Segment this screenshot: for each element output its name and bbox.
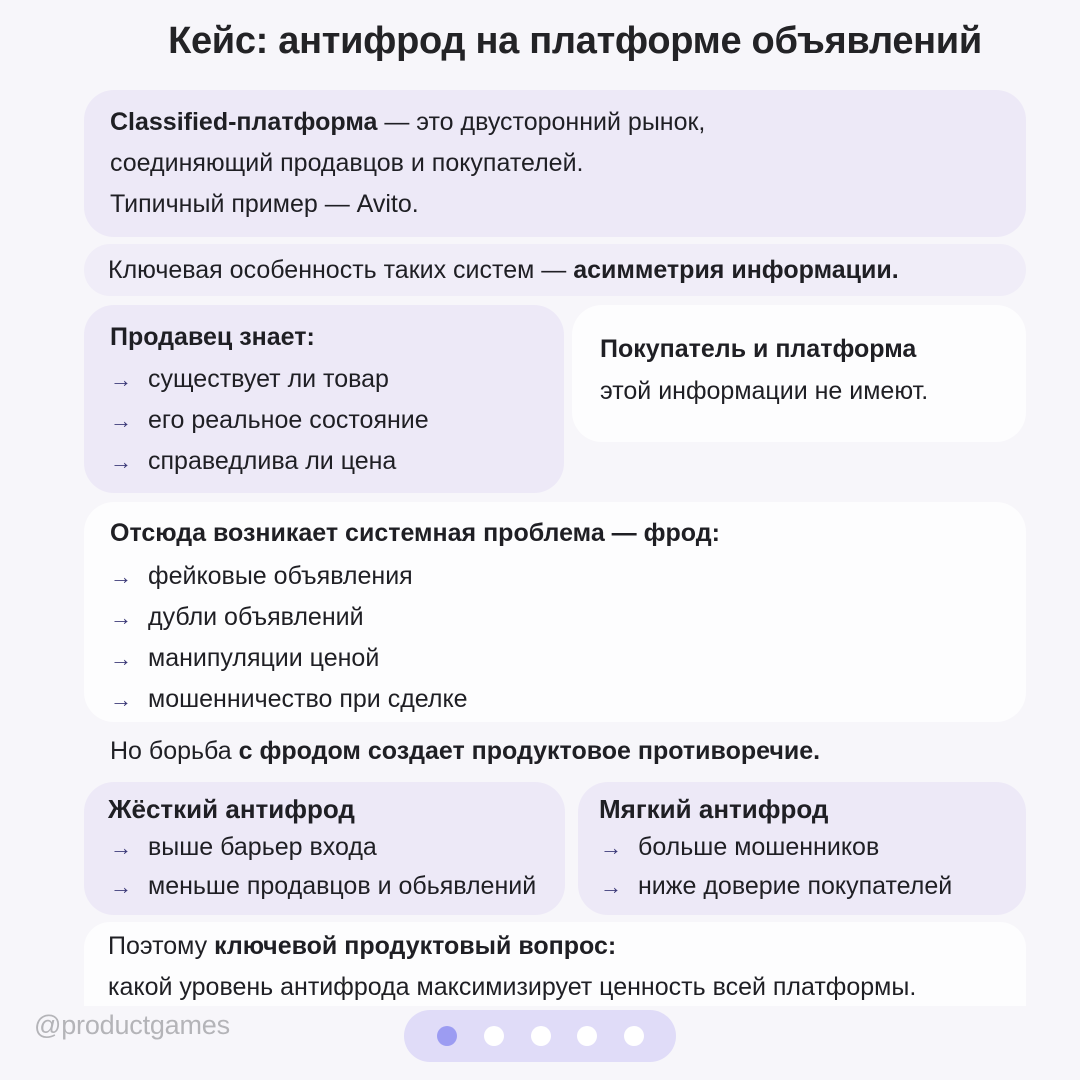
list-item	[110, 441, 429, 482]
pagination-dot-1[interactable]	[437, 1026, 457, 1046]
list-item	[110, 556, 468, 597]
list-item-text: существует ли товар	[148, 365, 389, 393]
intro-term: Classified-платформа	[110, 108, 378, 136]
list-item	[110, 867, 536, 906]
question-line-2: какой уровень антифрода максимизирует ценность всей платформы.	[108, 973, 917, 1001]
seller-card	[84, 305, 564, 493]
pagination-dot-2[interactable]	[484, 1026, 504, 1046]
intro-line-3: Типичный пример — Avito.	[110, 190, 419, 218]
arrow-right-icon: →	[110, 449, 132, 474]
list-item	[110, 638, 468, 679]
list-item-text: его реальное состояние	[148, 406, 429, 434]
soft-antifraud-heading: Мягкий антифрод	[599, 794, 829, 824]
question-emphasis: ключевой продуктовый вопрос:	[214, 932, 617, 960]
list-item	[600, 867, 952, 906]
key-feature-emphasis: асимметрия информации.	[573, 256, 899, 284]
seller-heading: Продавец знает:	[110, 323, 315, 351]
intro-card	[84, 90, 1026, 237]
contradiction-text	[110, 731, 820, 772]
contradiction-emphasis: с фродом создает продуктовое противоречие.	[238, 737, 821, 765]
list-item-text: фейковые объявления	[148, 562, 413, 590]
list-item-text: манипуляции ценой	[148, 644, 380, 672]
list-item-text: мошенничество при сделке	[148, 685, 468, 713]
contradiction-prefix: Но борьба	[110, 737, 239, 765]
arrow-right-icon: →	[110, 835, 132, 860]
pagination-dot-4[interactable]	[577, 1026, 597, 1046]
key-feature-card	[84, 244, 1026, 296]
list-item	[110, 400, 429, 441]
watermark-handle: @productgames	[34, 1010, 230, 1040]
page-title: Кейс: антифрод на платформе объявлений	[168, 20, 982, 62]
hard-antifraud-list	[110, 828, 536, 906]
hard-antifraud-card	[84, 782, 565, 915]
soft-antifraud-card	[578, 782, 1026, 915]
list-item	[110, 828, 536, 867]
key-feature-text	[108, 250, 899, 291]
arrow-right-icon: →	[110, 874, 132, 899]
list-item	[110, 597, 468, 638]
buyer-heading: Покупатель и платформа	[600, 335, 917, 363]
arrow-right-icon: →	[600, 874, 622, 899]
soft-antifraud-list	[600, 828, 952, 906]
arrow-right-icon: →	[600, 835, 622, 860]
question-prefix: Поэтому	[108, 932, 215, 960]
pagination-dot-5[interactable]	[624, 1026, 644, 1046]
arrow-right-icon: →	[110, 564, 132, 589]
fraud-list	[110, 556, 468, 720]
intro-definition: — это двусторонний рынок,	[377, 108, 706, 136]
seller-list	[110, 359, 429, 482]
fraud-card	[84, 502, 1026, 722]
list-item	[110, 359, 429, 400]
pagination-dot-3[interactable]	[531, 1026, 551, 1046]
arrow-right-icon: →	[110, 408, 132, 433]
intro-line-2: соединяющий продавцов и покупателей.	[110, 149, 584, 177]
fraud-heading: Отсюда возникает системная проблема — фрод:	[110, 519, 720, 547]
list-item-text: меньше продавцов и обьявлений	[148, 872, 537, 900]
arrow-right-icon: →	[110, 605, 132, 630]
list-item-text: дубли объявлений	[148, 603, 364, 631]
buyer-card	[572, 305, 1026, 442]
list-item-text: больше мошенников	[638, 833, 880, 861]
list-item-text: ниже доверие покупателей	[638, 872, 953, 900]
list-item-text: выше барьер входа	[148, 833, 377, 861]
hard-antifraud-heading: Жёсткий антифрод	[108, 794, 355, 824]
intro-line-1	[110, 102, 705, 143]
arrow-right-icon: →	[110, 687, 132, 712]
arrow-right-icon: →	[110, 646, 132, 671]
question-card	[84, 922, 1026, 1006]
list-item	[110, 679, 468, 720]
key-feature-prefix: Ключевая особенность таких систем —	[108, 256, 574, 284]
list-item	[600, 828, 952, 867]
pagination	[404, 1010, 676, 1062]
buyer-text: этой информации не имеют.	[600, 377, 929, 405]
list-item-text: справедлива ли цена	[148, 447, 397, 475]
question-line-1	[108, 926, 616, 967]
arrow-right-icon: →	[110, 367, 132, 392]
